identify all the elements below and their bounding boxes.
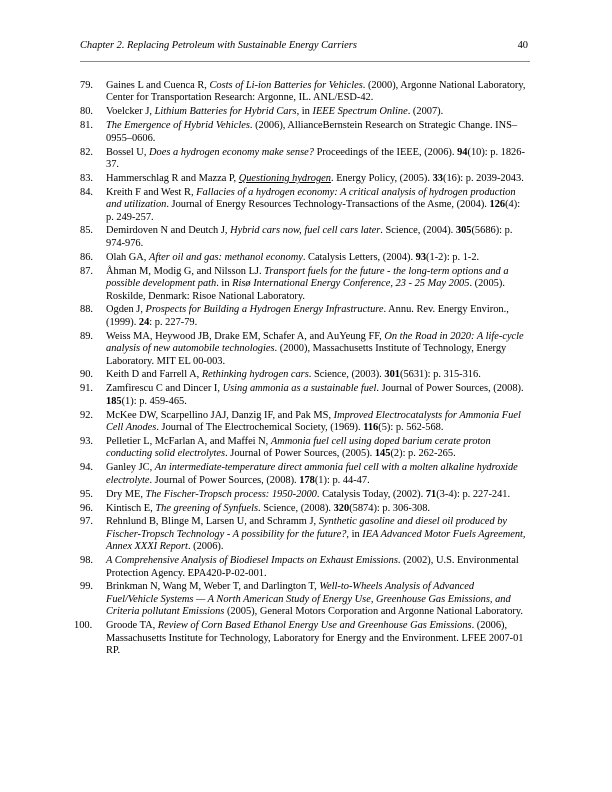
reference-list	[74, 80, 528, 659]
reference-text: Dry ME,	[106, 488, 146, 500]
reference-text: Lithium Batteries for Hybrid Cars	[154, 106, 297, 118]
reference-text: . (2002), U.S. Environmental Protection Agency. EPA420-P-02-001.	[106, 555, 519, 579]
reference-text: Questioning hydrogen	[238, 172, 331, 184]
reference-number: 90.	[80, 369, 93, 381]
reference-text: (5874): p. 306-308.	[349, 502, 431, 514]
reference-text: 24	[138, 316, 150, 328]
reference-text: 93	[415, 251, 427, 263]
reference-text: . (2006).	[187, 541, 224, 553]
reference-entry	[80, 147, 528, 172]
chapter-title: Chapter 2. Replacing Petroleum with Sustainable Energy Carriers	[80, 40, 357, 51]
reference-entry	[80, 436, 528, 461]
reference-text: Ogden J,	[106, 304, 146, 316]
reference-number: 81.	[80, 120, 93, 132]
reference-number: 83.	[80, 172, 93, 184]
reference-text: The Fischer-Tropsch process: 1950-2000	[145, 488, 317, 500]
reference-number: 88.	[80, 304, 93, 316]
reference-text: . Journal of Power Sources, (2005).	[225, 448, 375, 460]
reference-text: , in	[346, 528, 363, 540]
reference-text: . Catalysis Letters, (2004).	[302, 251, 416, 263]
reference-text: (16): p. 2039-2043.	[442, 172, 524, 184]
reference-text: . Science, (2004).	[380, 225, 456, 237]
reference-text: Weiss MA, Heywood JB, Drake EM, Schafer A, and AuYeung FF,	[106, 330, 385, 342]
reference-entry	[80, 80, 528, 105]
reference-number: 95.	[80, 488, 93, 500]
reference-text: , in	[296, 106, 313, 118]
reference-text: Keith D and Farrell A,	[106, 369, 202, 381]
reference-text: Using ammonia as a sustainable fuel	[222, 383, 377, 395]
reference-text: 94	[457, 146, 468, 158]
reference-entry	[80, 383, 528, 408]
reference-entry	[80, 369, 528, 381]
reference-text: 126	[489, 199, 506, 211]
reference-number: 82.	[80, 146, 93, 158]
reference-entry	[80, 252, 528, 264]
reference-text: (10): p. 1826-37.	[106, 146, 525, 170]
reference-text: . (2006), Massachusetts Institute for Technology, Laboratory for Energy and the Environment. LFEE 2007-01 RP.	[106, 620, 524, 656]
reference-text: (2): p. 262-265.	[390, 448, 456, 460]
reference-text: Prospects for Building a Hydrogen Energy Infrastructure	[145, 304, 384, 316]
reference-number: 85.	[80, 225, 93, 237]
reference-number: 98.	[80, 555, 93, 567]
reference-text: : p. 227-79.	[149, 316, 198, 328]
reference-number: 97.	[80, 516, 93, 528]
reference-text: On the Road in 2020: A life-cycle analysis of new automobile technologies	[106, 330, 524, 355]
reference-number: 89.	[80, 330, 93, 342]
reference-number: 91.	[80, 383, 93, 395]
running-header	[80, 40, 528, 54]
reference-text: . (2000), Argonne National Laboratory, Center for Transportation Research: Argonne, IL. ANL/ESD-42.	[106, 80, 526, 104]
reference-text: . in	[216, 278, 233, 290]
reference-text: 301	[384, 369, 400, 381]
reference-text: . Journal of The Electrochemical Society, (1969).	[156, 422, 364, 434]
reference-text: . (2007).	[407, 106, 444, 118]
reference-text: Voelcker J,	[106, 106, 155, 118]
reference-text: (5): p. 562-568.	[378, 422, 444, 434]
reference-text: 185	[106, 395, 122, 407]
reference-text: . Annu. Rev. Energy Environ., (1999).	[106, 304, 509, 328]
reference-text: Åhman M, Modig G, and Nilsson LJ.	[106, 265, 265, 277]
reference-number: 99.	[80, 581, 93, 593]
reference-number: 87.	[80, 265, 93, 277]
reference-text: Kintisch E,	[106, 502, 156, 514]
reference-number: 84.	[80, 186, 93, 198]
reference-number: 100.	[74, 620, 93, 632]
reference-text: The greening of Synfuels	[155, 502, 258, 514]
header-rule	[80, 61, 530, 62]
reference-text: (4): p. 249-257.	[106, 199, 521, 223]
reference-text: Fallacies of a hydrogen economy: A critical analysis of hydrogen production and utilization	[106, 186, 516, 211]
reference-text: Olah GA,	[106, 251, 149, 263]
reference-entry	[80, 266, 528, 303]
reference-text: 71	[425, 488, 437, 500]
reference-text: Well-to-Wheels Analysis of Advanced Fuel/Vehicle Systems — A North American Study of Energy Use, Greenhouse Gas Emissions, and Criteria pollutant Emissions	[106, 581, 511, 618]
reference-text: Pelletier L, McFarlan A, and Maffei N,	[106, 435, 271, 447]
reference-entry	[80, 503, 528, 515]
reference-text: Rethinking hydrogen cars	[201, 369, 309, 381]
reference-text: 116	[363, 422, 379, 434]
reference-text: The Emergence of Hybrid Vehicles	[106, 120, 250, 132]
reference-text: Bossel U,	[106, 146, 150, 158]
reference-text: A Comprehensive Analysis of Biodiesel Impacts on Exhaust Emissions	[106, 555, 398, 567]
reference-entry	[80, 106, 528, 118]
reference-number: 94.	[80, 462, 93, 474]
reference-entry	[80, 304, 528, 329]
reference-number: 79.	[80, 80, 93, 91]
reference-text: . Journal of Power Sources, (2008).	[149, 474, 300, 486]
reference-text: (5631): p. 315-316.	[399, 369, 481, 381]
reference-text: . Catalysis Today, (2002).	[316, 488, 426, 500]
reference-text: Review of Corn Based Ethanol Energy Use and Greenhouse Gas Emissions	[157, 620, 472, 632]
reference-entry	[80, 173, 528, 185]
reference-text: Synthetic gasoline and diesel oil produced by Fischer-Tropsch Technology - A possibility for the future?	[106, 516, 508, 540]
reference-text: Zamfirescu C and Dincer I,	[106, 383, 223, 395]
reference-text: IEEE Spectrum Online	[312, 106, 408, 118]
reference-text: Costs of Li-ion Batteries for Vehicles	[209, 80, 363, 91]
reference-text: . (2000), Massachusetts Institute of Technology, Energy Laboratory. MIT EL 00-003.	[106, 343, 507, 367]
reference-text: Proceedings of the IEEE, (2006).	[313, 146, 458, 158]
reference-text: (1-2): p. 1-2.	[426, 251, 480, 263]
reference-text: (5686): p. 974-976.	[106, 225, 513, 249]
reference-entry	[80, 120, 528, 145]
reference-text: . Energy Policy, (2005).	[331, 172, 433, 184]
reference-text: 178	[299, 474, 315, 486]
reference-text: McKee DW, Scarpellino JAJ, Danzig IF, and Pak MS,	[106, 409, 334, 421]
reference-text: . Journal of Power Sources, (2008).	[376, 383, 524, 395]
reference-entry	[80, 516, 528, 553]
reference-entry	[80, 581, 528, 618]
reference-text: Gaines L and Cuenca R,	[106, 80, 210, 91]
reference-text: Does a hydrogen economy make sense?	[149, 146, 314, 158]
reference-text: 33	[432, 172, 443, 184]
reference-text: (1): p. 459-465.	[121, 395, 187, 407]
reference-entry	[74, 620, 528, 657]
reference-entry	[80, 331, 528, 368]
reference-text: . Science, (2003).	[308, 369, 385, 381]
reference-text: After oil and gas: methanol economy	[149, 251, 303, 263]
reference-number: 92.	[80, 409, 93, 421]
reference-entry	[80, 225, 528, 250]
reference-text: Hammerschlag R and Mazza P,	[106, 172, 239, 184]
reference-text: . Science, (2008).	[258, 502, 334, 514]
reference-text: Demirdoven N and Deutch J,	[106, 225, 231, 237]
reference-text: . (2005). Roskilde, Denmark: Risoe National Laboratory.	[106, 278, 505, 302]
reference-number: 93.	[80, 435, 93, 447]
reference-text: IEA Advanced Motor Fuels Agreement, Annex XXXI Report	[106, 528, 526, 553]
reference-text: Rehnlund B, Blinge M, Larsen U, and Schramm J,	[106, 516, 319, 528]
reference-text: 305	[455, 225, 472, 237]
reference-entry	[80, 462, 528, 487]
reference-text: Ammonia fuel cell using doped barium cerate proton conducting solid electrolytes	[106, 435, 491, 460]
reference-text: 320	[333, 502, 350, 514]
reference-text: (2005), General Motors Corporation and Argonne National Laboratory.	[224, 606, 524, 618]
page-number: 40	[517, 40, 528, 51]
reference-text: An intermediate-temperature direct ammonia fuel cell with a molten alkaline hydroxide electrolyte	[106, 462, 518, 486]
reference-text: Kreith F and West R,	[106, 186, 197, 198]
reference-text: Improved Electrocatalysts for Ammonia Fuel Cell Anodes	[106, 409, 521, 434]
reference-text: Transport fuels for the future - the long-term options and a possible development path	[106, 265, 509, 290]
reference-entry	[80, 187, 528, 224]
reference-text: Risø International Energy Conference, 23 - 25 May 2005	[232, 278, 470, 290]
reference-text: 145	[374, 448, 391, 460]
reference-text: (1): p. 44-47.	[314, 474, 370, 486]
reference-text: . Journal of Energy Resources Technology-Transactions of the Asme, (2004).	[166, 199, 490, 211]
reference-entry	[80, 489, 528, 501]
reference-entry	[80, 410, 528, 435]
reference-number: 86.	[80, 251, 93, 263]
reference-number: 96.	[80, 502, 93, 514]
reference-entry	[80, 555, 528, 580]
reference-text: Ganley JC,	[106, 462, 155, 474]
reference-text: . (2006), AllianceBernstein Research on Strategic Change. INS–0955–0606.	[106, 120, 518, 144]
reference-number: 80.	[80, 106, 93, 118]
reference-text: Groode TA,	[106, 620, 158, 632]
reference-text: Hybrid cars now, fuel cell cars later	[230, 225, 381, 237]
reference-text: (3-4): p. 227-241.	[436, 488, 511, 500]
reference-text: Brinkman N, Wang M, Weber T, and Darlington T,	[106, 581, 320, 593]
